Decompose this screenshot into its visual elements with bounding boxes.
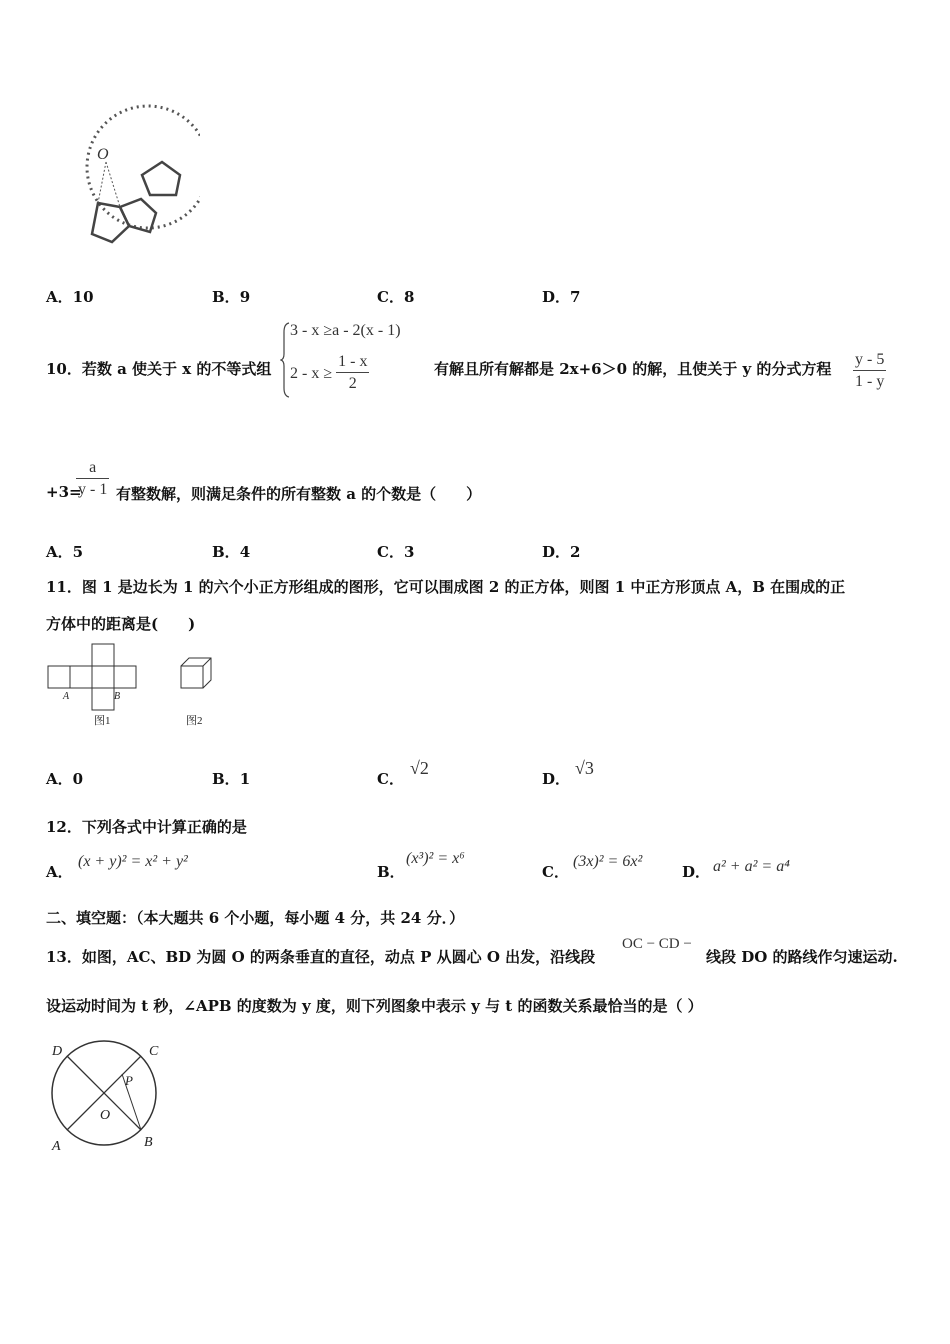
label-a: A [63, 691, 70, 702]
q12-choice-d-letter: D． [682, 863, 711, 881]
pentagon-bottom-middle [120, 199, 156, 232]
q11-choice-b: B．1 [212, 770, 251, 788]
q13-stem-line1-prefix: 13．如图，AC、BD 为圆 O 的两条垂直的直径，动点 P 从圆心 O 出发，沿线段 [46, 948, 596, 966]
label-o: O [97, 146, 109, 163]
fig1-caption: 图1 [94, 715, 111, 727]
q10-choice-d: D．2 [542, 543, 581, 561]
q11-choice-d-letter: D． [542, 770, 571, 788]
q12-choice-a-letter: A． [46, 863, 73, 881]
label-p: P [125, 1073, 133, 1088]
q12-stem: 12．下列各式中计算正确的是 [46, 818, 247, 836]
q10-fraction-2: $\frac{a}{y - 1}$ [78, 459, 108, 498]
q11-choice-d-value: √3 [575, 758, 594, 778]
q10-fraction-1: $\frac{y - 5}{1 - y}$ [855, 351, 885, 390]
label-o: O [100, 1108, 111, 1123]
q10-inequality-2-fraction: $\frac{1 - x}{2}$ [338, 353, 368, 392]
q11-stem-line2: 方体中的距离是( ) [46, 615, 196, 633]
label-a: A [52, 1139, 61, 1154]
q12-choice-b-letter: B． [377, 863, 405, 881]
q10-choice-a: A．5 [46, 543, 84, 561]
q10-line2-suffix: 有整数解，则满足条件的所有整数 a 的个数是（ ） [116, 485, 482, 503]
q10-choice-b: B．4 [212, 543, 251, 561]
cube-net-figure [48, 644, 136, 710]
q11-figures [44, 642, 229, 732]
q10-system-brace [280, 322, 290, 398]
q10-line2-prefix: +3= [46, 483, 82, 501]
q11-stem-line1: 11．图 1 是边长为 1 的六个小正方形组成的图形，它可以围成图 2 的正方体，则图 1 中正方形顶点 A，B 在围成的正 [46, 578, 846, 596]
q10-choice-c: C．3 [377, 543, 415, 561]
label-d: D [52, 1044, 63, 1059]
radius-line-right [106, 162, 120, 207]
q11-choice-c-value: √2 [410, 758, 429, 778]
q13-stem-line1-suffix: 线段 DO 的路线作匀速运动. [706, 948, 898, 966]
q12-choice-d-expr: a² + a² = a⁴ [713, 858, 790, 875]
q12-choice-b-expr: (x³)² = x⁶ [406, 850, 465, 867]
q12-choice-c-letter: C． [542, 863, 569, 881]
radius-line-left [98, 162, 106, 203]
label-b: B [144, 1135, 153, 1150]
section-2-heading: 二、填空题：（本大题共 6 个小题，每小题 4 分，共 24 分．） [46, 909, 465, 927]
q10-stem-prefix: 10．若数 a 使关于 x 的不等式组 [46, 360, 272, 378]
q13-path-image: OC − CD − [622, 936, 692, 952]
q10-inequality-2: 2 - x ≥ $\frac{1 - x}{2}$ [290, 352, 369, 395]
q9-pentagon-circle-figure [40, 95, 200, 260]
cube-figure [181, 658, 211, 688]
q9-choice-d: D．7 [542, 288, 581, 306]
pentagon-right [142, 162, 180, 195]
q12-choice-c-expr: (3x)² = 6x² [573, 853, 643, 870]
q9-choice-c: C．8 [377, 288, 415, 306]
q12-choice-a-expr: (x + y)² = x² + y² [78, 853, 188, 870]
q10-stem-middle: 有解且所有解都是 2x+6＞0 的解，且使关于 y 的分式方程 [434, 360, 832, 378]
q11-choice-c-letter: C． [377, 770, 404, 788]
q13-stem-line2: 设运动时间为 t 秒，∠APB 的度数为 y 度，则下列图象中表示 y 与 t 的函数关系最恰当的是（ ） [46, 997, 703, 1015]
q10-inequality-1: 3 - x ≥a - 2(x - 1) [290, 322, 401, 339]
q9-choice-a: A．10 [46, 288, 94, 306]
dotted-circle [87, 106, 200, 228]
fig2-caption: 图2 [186, 715, 203, 727]
label-c: C [149, 1044, 159, 1059]
q11-choice-a: A．0 [46, 770, 84, 788]
q9-choice-b: B．9 [212, 288, 251, 306]
q13-circle-figure [44, 1038, 174, 1158]
label-b: B [114, 691, 121, 702]
